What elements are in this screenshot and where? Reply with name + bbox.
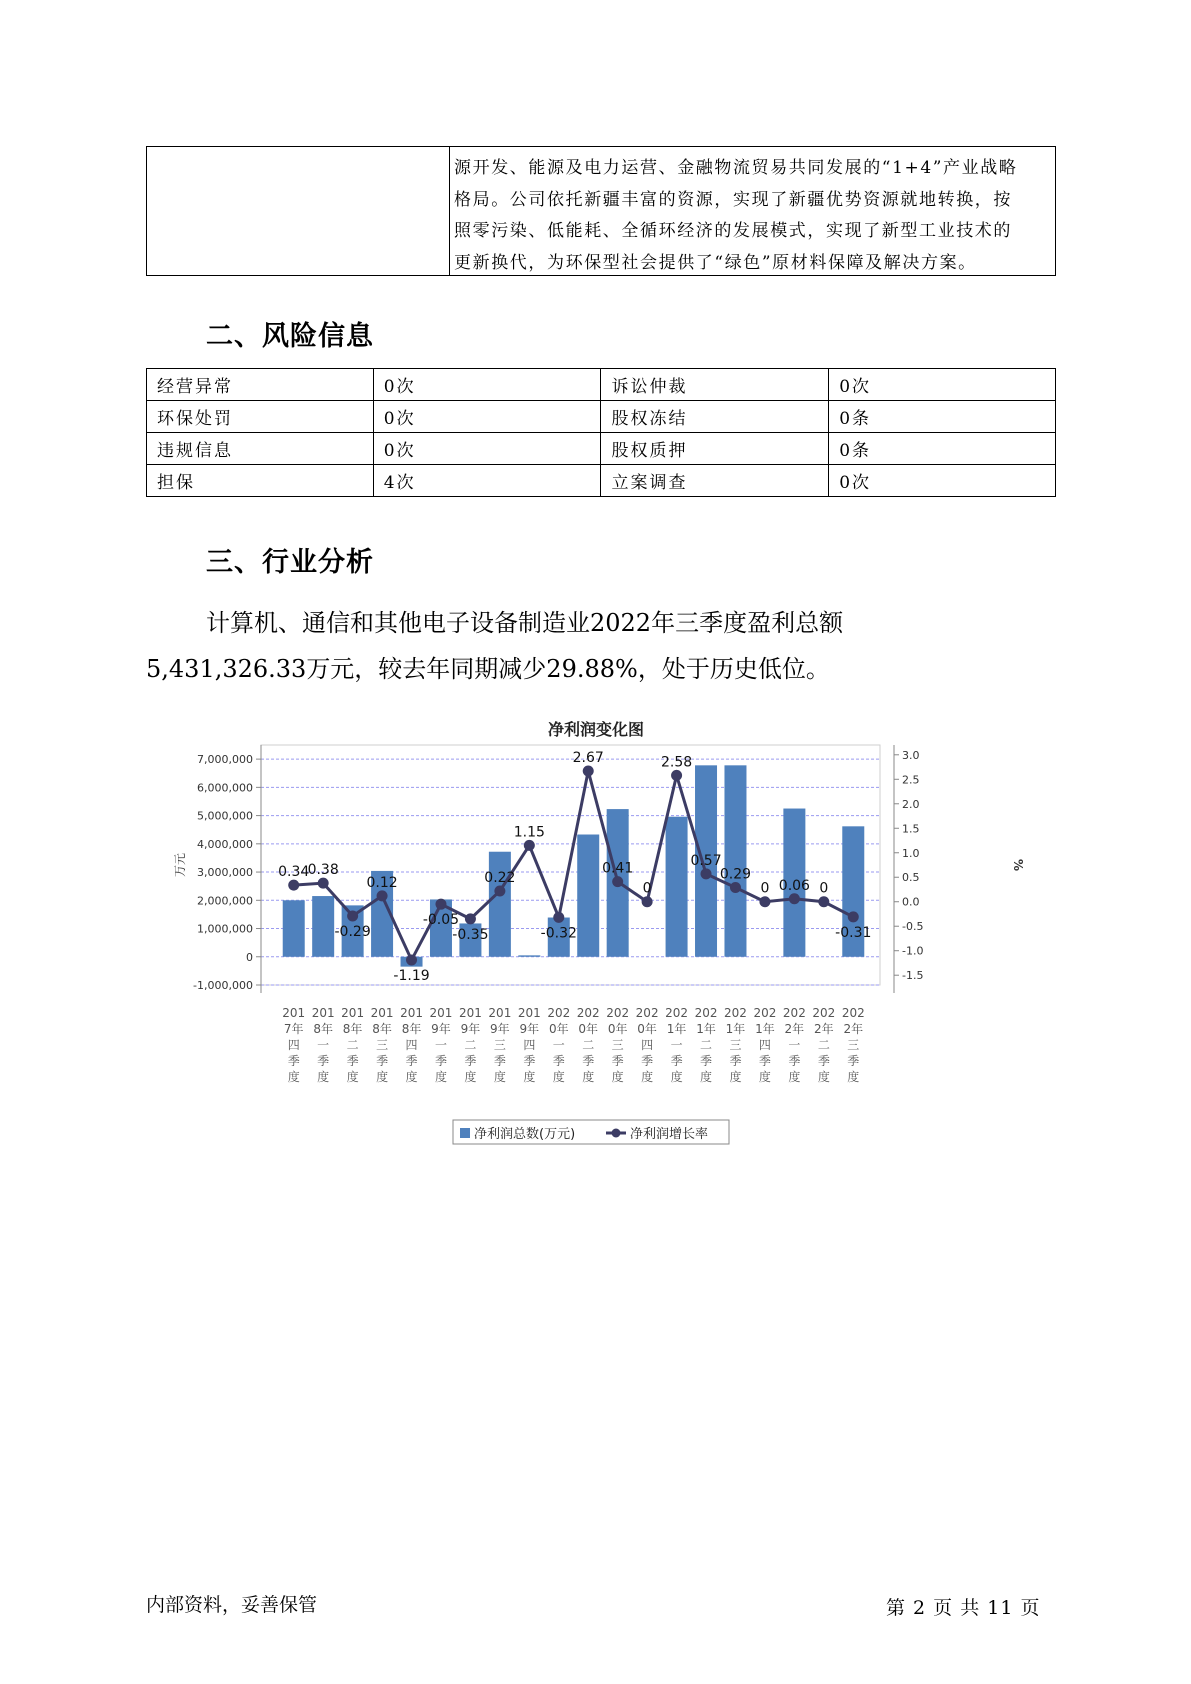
intro-text-cell [450, 147, 1055, 275]
data-label: -0.05 [422, 912, 460, 929]
x-tick-label: 度 [552, 1070, 565, 1084]
risk-value: 0次 [829, 369, 1056, 401]
x-tick-label: 202 [547, 1006, 571, 1020]
y2-axis-label: % [1011, 858, 1025, 872]
x-tick-label: 9年 [519, 1022, 540, 1036]
risk-label: 环保处罚 [147, 401, 374, 433]
growth-point [671, 770, 682, 781]
x-tick-label: 8年 [372, 1022, 392, 1036]
x-tick-label: 202 [694, 1006, 718, 1020]
data-label: 0.34 [278, 864, 310, 881]
x-tick-label: 度 [641, 1070, 654, 1084]
x-tick-label: 一 [670, 1038, 683, 1052]
intro-line: 更新换代，为环保型社会提供了“绿色”原材料保障及解决方案。 [454, 252, 977, 273]
x-tick-label: 8年 [401, 1022, 422, 1036]
x-tick-label: 度 [817, 1070, 830, 1084]
x-tick-label: 9年 [460, 1022, 481, 1036]
x-tick-label: 四 [405, 1038, 418, 1052]
x-tick-label: 季 [434, 1054, 447, 1068]
net-profit-chart [146, 715, 1046, 1175]
risk-label: 经营异常 [147, 369, 374, 401]
intro-line: 源开发、能源及电力运营、金融物流贸易共同发展的“1+4”产业战略 [454, 158, 1018, 178]
x-tick-label: 四 [641, 1038, 654, 1052]
growth-point [701, 868, 712, 879]
x-tick-label: 201 [370, 1006, 394, 1020]
bar [489, 852, 511, 957]
x-tick-label: 季 [758, 1054, 771, 1068]
growth-point [583, 765, 594, 776]
legend-line-label: 净利润增长率 [630, 1127, 709, 1142]
x-tick-label: 二 [464, 1038, 477, 1052]
risk-value: 4次 [373, 465, 601, 497]
x-tick-label: 2年 [784, 1022, 805, 1036]
x-tick-label: 季 [641, 1054, 654, 1068]
x-tick-label: 201 [458, 1006, 482, 1020]
risk-label: 违规信息 [147, 433, 374, 465]
growth-point [848, 911, 859, 922]
y-tick-label: 7,000,000 [197, 753, 253, 767]
x-tick-label: 1年 [725, 1022, 746, 1036]
x-tick-label: 1年 [696, 1022, 716, 1036]
x-tick-label: 三 [729, 1038, 742, 1052]
x-tick-label: 季 [552, 1054, 565, 1068]
bar [724, 765, 746, 956]
x-tick-label: 度 [611, 1070, 624, 1084]
y2-tick-label: -1.5 [902, 969, 924, 983]
data-label: 0.41 [602, 860, 634, 877]
x-tick-label: 201 [429, 1006, 453, 1020]
x-tick-label: 202 [665, 1006, 689, 1020]
x-tick-label: 9年 [431, 1022, 451, 1036]
x-tick-label: 季 [376, 1054, 389, 1068]
x-tick-label: 9年 [490, 1022, 510, 1036]
x-tick-label: 四 [287, 1038, 300, 1052]
risk-label: 诉讼仲裁 [601, 369, 829, 401]
y-tick-label: 0 [246, 950, 253, 964]
data-label: -0.35 [452, 926, 489, 943]
x-tick-label: 度 [700, 1070, 713, 1084]
x-tick-label: 季 [405, 1054, 418, 1068]
growth-point [347, 910, 358, 921]
data-label: -0.29 [334, 923, 371, 940]
intro-label-cell [147, 147, 450, 275]
x-tick-label: 度 [464, 1070, 477, 1084]
data-label: -0.31 [835, 924, 872, 941]
x-tick-label: 季 [523, 1054, 536, 1068]
bar [518, 955, 540, 956]
risk-label: 股权冻结 [601, 401, 829, 433]
growth-point [318, 878, 329, 889]
x-tick-label: 201 [400, 1006, 423, 1020]
x-tick-label: 季 [817, 1054, 830, 1068]
footer-confidential-note: 内部资料，妥善保管 [146, 1594, 318, 1616]
risk-value: 0次 [373, 369, 601, 401]
x-tick-label: 2年 [843, 1022, 864, 1036]
x-tick-label: 201 [488, 1006, 512, 1020]
x-tick-label: 0年 [607, 1022, 628, 1036]
x-tick-label: 度 [405, 1070, 418, 1084]
x-tick-label: 季 [582, 1054, 595, 1068]
x-tick-label: 0年 [578, 1022, 599, 1036]
x-tick-label: 201 [282, 1006, 306, 1020]
x-tick-label: 度 [670, 1070, 683, 1084]
industry-paragraph [146, 600, 1066, 692]
y-tick-label: 4,000,000 [197, 837, 253, 851]
data-label: 0.38 [307, 862, 339, 879]
growth-point [789, 893, 800, 904]
y-axis-label: 万元 [173, 852, 187, 878]
growth-point [642, 896, 653, 907]
x-tick-label: 一 [552, 1038, 565, 1052]
growth-point [818, 896, 829, 907]
x-tick-label: 三 [493, 1038, 506, 1052]
x-tick-label: 季 [493, 1054, 506, 1068]
risk-value: 0条 [829, 401, 1056, 433]
company-intro-table [146, 146, 1056, 276]
risk-value: 0次 [829, 465, 1056, 497]
x-tick-label: 度 [434, 1070, 447, 1084]
data-label: 2.58 [660, 754, 693, 771]
x-tick-label: 202 [724, 1006, 747, 1020]
growth-point [553, 912, 564, 923]
risk-label: 立案调查 [601, 465, 829, 497]
paragraph-line: 计算机、通信和其他电子设备制造业2022年三季度盈利总额 [206, 609, 844, 637]
growth-point [730, 882, 741, 893]
x-tick-label: 季 [670, 1054, 683, 1068]
growth-point [759, 896, 770, 907]
x-tick-label: 8年 [313, 1022, 333, 1036]
x-tick-label: 202 [635, 1006, 659, 1020]
x-tick-label: 一 [317, 1038, 330, 1052]
x-tick-label: 度 [729, 1070, 742, 1084]
data-label: 0.06 [778, 877, 810, 894]
y-tick-label: 3,000,000 [197, 866, 253, 880]
x-tick-label: 季 [729, 1054, 742, 1068]
risk-value: 0条 [829, 433, 1056, 465]
x-tick-label: 一 [788, 1038, 801, 1052]
risk-value: 0次 [373, 401, 601, 433]
table-row [147, 369, 1056, 401]
plot-area [173, 745, 1025, 1144]
bar [666, 817, 688, 957]
y2-tick-label: -0.5 [902, 920, 924, 934]
x-tick-label: 8年 [342, 1022, 363, 1036]
y-tick-label: 6,000,000 [197, 781, 253, 795]
growth-point [524, 840, 535, 851]
data-label: 0.12 [366, 874, 398, 891]
x-tick-label: 201 [311, 1006, 335, 1020]
x-tick-label: 202 [753, 1006, 777, 1020]
data-label: 2.67 [572, 749, 604, 766]
x-tick-label: 202 [576, 1006, 600, 1020]
intro-line: 照零污染、低能耗、全循环经济的发展模式，实现了新型工业技术的 [454, 221, 1012, 241]
x-tick-label: 202 [812, 1006, 836, 1020]
y-tick-label: 1,000,000 [197, 922, 253, 936]
x-tick-label: 季 [287, 1054, 300, 1068]
bar [577, 835, 599, 957]
x-tick-label: 季 [788, 1054, 801, 1068]
growth-point [494, 885, 505, 896]
x-tick-label: 度 [788, 1070, 801, 1084]
growth-point [406, 955, 417, 966]
x-tick-label: 四 [523, 1038, 536, 1052]
x-tick-label: 7年 [283, 1022, 304, 1036]
x-tick-label: 三 [376, 1038, 389, 1052]
x-tick-label: 季 [700, 1054, 713, 1068]
legend-bar-label: 净利润总数(万元) [474, 1127, 576, 1142]
bar [312, 896, 334, 957]
x-tick-label: 二 [582, 1038, 595, 1052]
x-tick-label: 0年 [637, 1022, 657, 1036]
y2-tick-label: 2.0 [902, 797, 920, 811]
chart-title: 净利润变化图 [547, 720, 645, 739]
growth-point [435, 899, 446, 910]
x-tick-label: 1年 [755, 1022, 775, 1036]
data-label: 0 [819, 880, 829, 897]
y2-tick-label: 0.0 [902, 895, 920, 909]
x-tick-label: 201 [341, 1006, 365, 1020]
x-tick-label: 度 [493, 1070, 506, 1084]
table-row [147, 433, 1056, 465]
x-tick-label: 季 [611, 1054, 624, 1068]
legend-line-marker [612, 1129, 621, 1138]
x-tick-label: 度 [376, 1070, 389, 1084]
risk-info-table [146, 368, 1056, 497]
x-tick-label: 202 [606, 1006, 630, 1020]
x-tick-label: 201 [517, 1006, 541, 1020]
growth-point [465, 913, 476, 924]
growth-point [288, 880, 299, 891]
x-tick-label: 一 [434, 1038, 447, 1052]
x-tick-label: 度 [346, 1070, 359, 1084]
y2-tick-label: 3.0 [902, 748, 920, 762]
x-tick-label: 季 [317, 1054, 330, 1068]
data-label: 0.57 [690, 852, 722, 869]
x-tick-label: 二 [817, 1038, 830, 1052]
x-tick-label: 度 [317, 1070, 330, 1084]
data-label: 0.22 [484, 869, 516, 886]
risk-label: 股权质押 [601, 433, 829, 465]
y2-tick-label: 1.0 [902, 846, 920, 860]
x-tick-label: 2年 [814, 1022, 834, 1036]
data-label: -0.32 [540, 925, 577, 942]
x-tick-label: 二 [700, 1038, 713, 1052]
risk-section-heading: 二、风险信息 [206, 321, 374, 352]
x-tick-label: 四 [758, 1038, 771, 1052]
bar [283, 900, 305, 956]
x-tick-label: 三 [611, 1038, 624, 1052]
growth-point [377, 890, 388, 901]
y-tick-label: 2,000,000 [197, 894, 253, 908]
table-row [147, 465, 1056, 497]
y2-tick-label: -1.0 [902, 944, 924, 958]
data-label: 1.15 [513, 824, 545, 841]
paragraph-line: 5,431,326.33万元，较去年同期减少29.88%，处于历史低位。 [146, 655, 830, 683]
data-label: 0.29 [719, 866, 752, 883]
table-row [147, 401, 1056, 433]
intro-line: 格局。公司依托新疆丰富的资源，实现了新疆优势资源就地转换，按 [454, 189, 1012, 210]
data-label: 0 [760, 880, 770, 897]
x-tick-label: 度 [582, 1070, 595, 1084]
x-tick-label: 0年 [548, 1022, 569, 1036]
x-tick-label: 季 [847, 1054, 860, 1068]
x-tick-label: 202 [782, 1006, 806, 1020]
y2-tick-label: 0.5 [902, 871, 920, 885]
x-tick-label: 度 [758, 1070, 771, 1084]
y-tick-label: -1,000,000 [193, 979, 253, 992]
x-tick-label: 1年 [666, 1022, 687, 1036]
x-tick-label: 二 [346, 1038, 359, 1052]
x-tick-label: 度 [847, 1070, 860, 1084]
y2-tick-label: 2.5 [902, 773, 920, 787]
x-tick-label: 度 [287, 1070, 300, 1084]
footer-page-number: 第 2 页 共 11 页 [886, 1597, 1041, 1619]
y-tick-label: 5,000,000 [197, 809, 253, 823]
x-tick-label: 三 [847, 1038, 860, 1052]
industry-section-heading: 三、行业分析 [206, 547, 374, 578]
x-tick-label: 202 [841, 1006, 865, 1020]
risk-label: 担保 [147, 465, 374, 497]
x-tick-label: 季 [464, 1054, 477, 1068]
x-tick-label: 度 [523, 1070, 536, 1084]
risk-value: 0次 [373, 433, 601, 465]
growth-point [612, 876, 623, 887]
data-label: 0 [642, 880, 652, 897]
y2-tick-label: 1.5 [902, 822, 920, 836]
x-tick-label: 季 [346, 1054, 359, 1068]
legend-bar-swatch [460, 1128, 470, 1138]
data-label: -1.19 [393, 968, 430, 985]
